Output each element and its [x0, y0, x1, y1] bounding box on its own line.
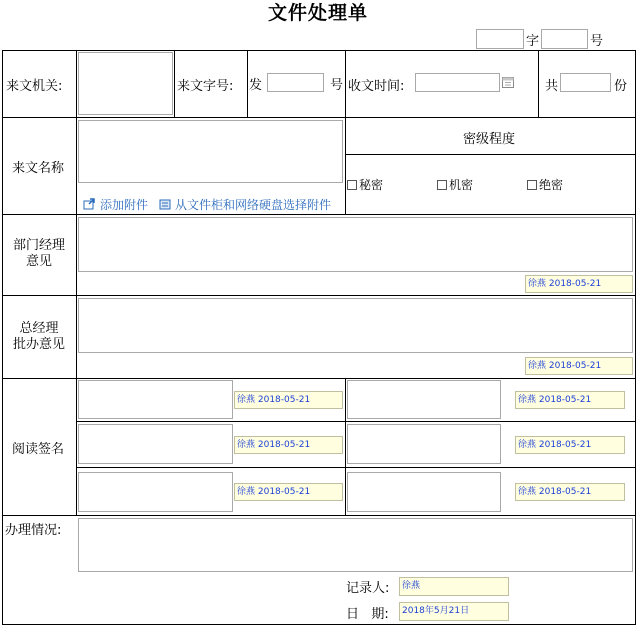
doc-year-input[interactable] — [476, 29, 524, 49]
general-manager-label-line1: 总经理 — [19, 321, 59, 336]
docnum-hao-label: 号 — [330, 78, 344, 93]
general-manager-opinion-input[interactable] — [78, 298, 633, 353]
doc-name-input[interactable] — [78, 120, 343, 183]
general-manager-sign: 徐燕 2018-05-21 — [525, 357, 633, 375]
page-title: 文件处理单 — [268, 2, 369, 24]
dept-manager-sign: 徐燕 2018-05-21 — [525, 275, 633, 293]
copies-input[interactable] — [560, 73, 611, 92]
cabinet-icon[interactable] — [159, 198, 171, 210]
dept-manager-label-line2: 意见 — [25, 254, 52, 269]
receive-time-input[interactable] — [415, 73, 500, 92]
fa-label: 发 — [249, 78, 263, 93]
reading-input-6[interactable] — [347, 472, 501, 512]
top-secret-checkbox[interactable] — [527, 180, 537, 190]
reading-input-4[interactable] — [347, 424, 501, 464]
reading-sign-1: 徐燕 2018-05-21 — [234, 391, 343, 409]
reading-input-3[interactable] — [78, 424, 233, 464]
handling-label: 办理情况: — [5, 523, 62, 538]
general-manager-label — [2, 321, 76, 353]
calendar-icon[interactable] — [502, 76, 514, 88]
choose-cabinet-link[interactable]: 从文件柜和网络硬盘选择附件 — [175, 198, 332, 212]
reading-sign-2: 徐燕 2018-05-21 — [515, 391, 625, 409]
fen-label: 份 — [614, 79, 628, 94]
handling-input[interactable] — [78, 518, 633, 572]
date-label: 日 期: — [346, 607, 389, 622]
reading-sign-5: 徐燕 2018-05-21 — [234, 483, 343, 501]
docnum-input[interactable] — [267, 73, 324, 92]
recorder-value: 徐燕 — [399, 577, 509, 596]
gong-label: 共 — [545, 79, 559, 94]
receive-time-label: 收文时间: — [348, 79, 405, 94]
general-manager-label-line2: 批办意见 — [12, 337, 65, 352]
dept-manager-label-line1: 部门经理 — [12, 238, 65, 253]
reading-input-2[interactable] — [347, 380, 501, 419]
hao-label: 号 — [590, 34, 604, 49]
secrecy-label: 密级程度 — [463, 132, 516, 147]
confidential-checkbox[interactable] — [437, 180, 447, 190]
dept-manager-opinion-input[interactable] — [78, 217, 633, 272]
confidential-label: 机密 — [449, 178, 474, 192]
reading-sign-6: 徐燕 2018-05-21 — [515, 483, 625, 501]
secret-label: 秘密 — [359, 178, 384, 192]
doc-name-label: 来文名称 — [12, 161, 65, 176]
reading-input-1[interactable] — [78, 380, 233, 419]
reading-sign-4: 徐燕 2018-05-21 — [515, 436, 625, 454]
recorder-label: 记录人: — [346, 581, 390, 596]
zi-label: 字 — [526, 34, 540, 49]
top-secret-label: 绝密 — [539, 178, 564, 192]
agency-label: 来文机关: — [6, 79, 63, 94]
dept-manager-label — [2, 238, 76, 270]
reading-label: 阅读签名 — [12, 442, 65, 457]
add-attachment-icon[interactable] — [83, 198, 95, 210]
docnum-label: 来文字号: — [177, 79, 234, 94]
secret-checkbox[interactable] — [347, 180, 357, 190]
doc-number-input[interactable] — [541, 29, 588, 49]
date-value: 2018年5月21日 — [399, 602, 509, 621]
add-attachment-link[interactable]: 添加附件 — [100, 198, 149, 212]
reading-sign-3: 徐燕 2018-05-21 — [234, 436, 343, 454]
agency-input[interactable] — [78, 52, 173, 115]
reading-input-5[interactable] — [78, 472, 233, 512]
